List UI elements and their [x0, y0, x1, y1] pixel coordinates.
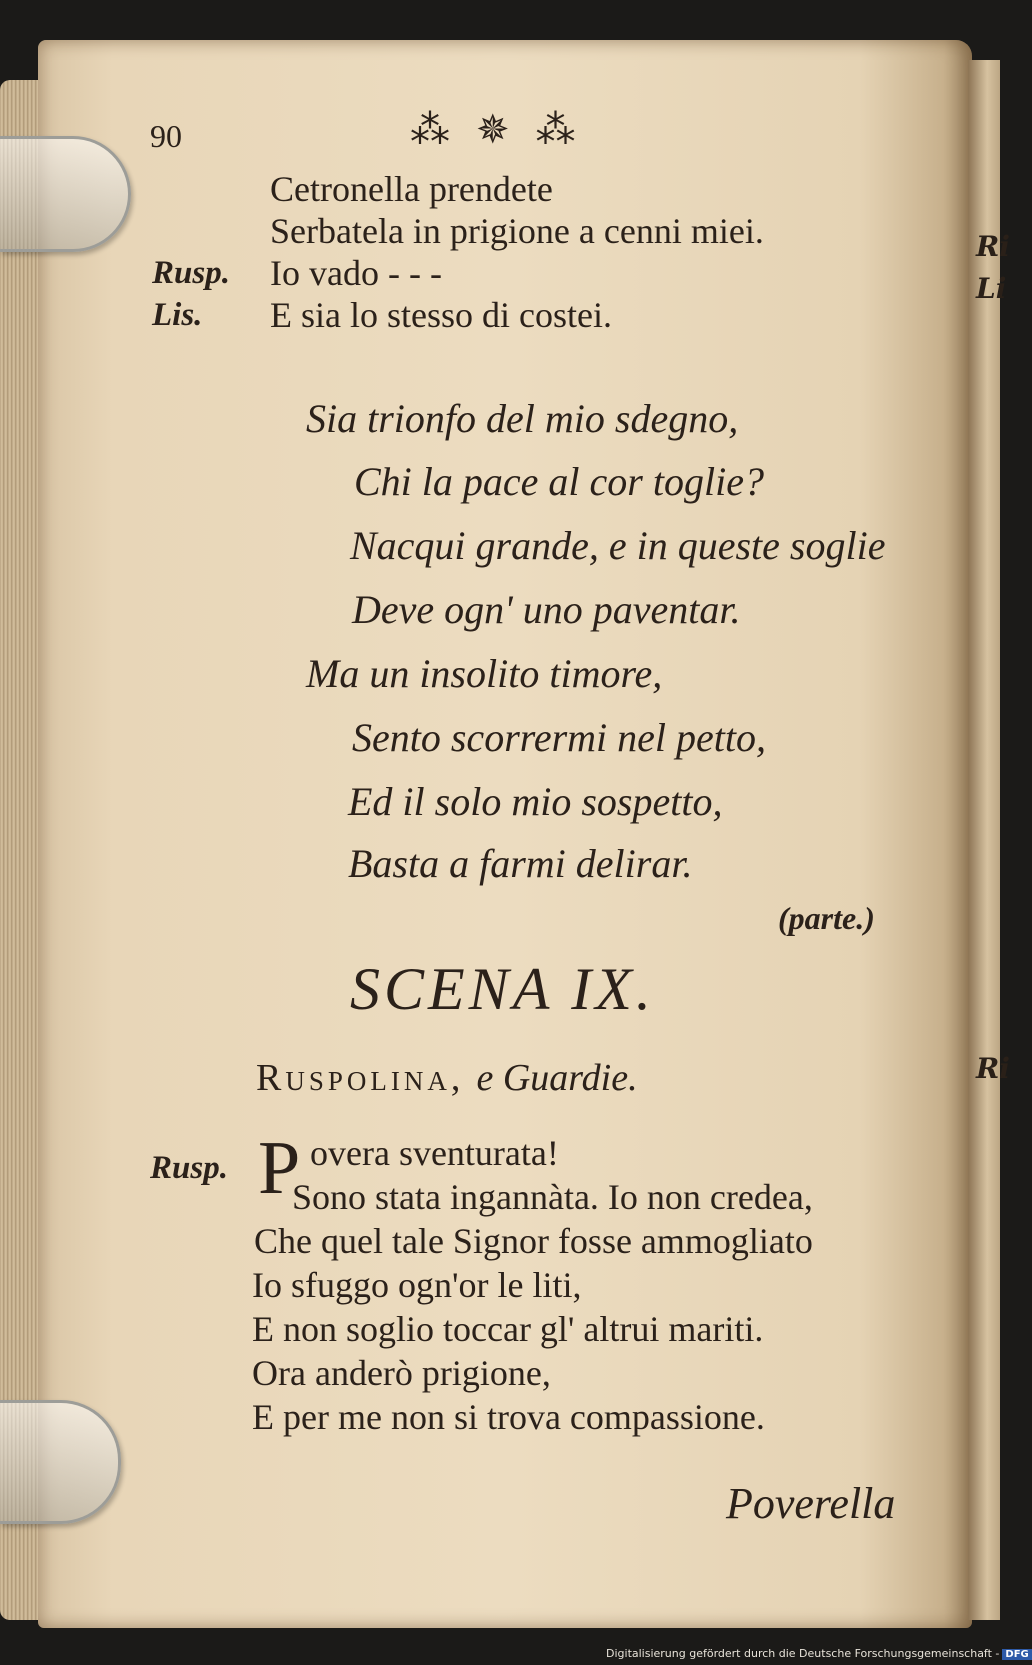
dialogue-line: Io vado - - - — [270, 253, 442, 293]
speaker-label: Rusp. — [152, 255, 230, 291]
dialogue-line: Serbatela in prigione a cenni miei. — [270, 211, 764, 251]
aria-line: Sento scorrermi nel petto, — [352, 715, 767, 760]
stage-direction: (parte.) — [778, 900, 875, 936]
aria-line: Nacqui grande, e in queste soglie — [350, 523, 886, 568]
speaker-label: Lis. — [152, 297, 203, 333]
scene-characters — [256, 1055, 638, 1100]
dialogue-line: Sono stata ingannàta. Io non credea, — [292, 1177, 813, 1217]
next-page-glyph: Ri — [976, 1052, 1010, 1085]
aria-line: Chi la pace al cor toglie? — [354, 459, 764, 504]
aria-line: Sia trionfo del mio sdegno, — [306, 396, 739, 441]
dialogue-line: overa sventurata! — [310, 1133, 559, 1173]
scene-title: SCENA IX. — [350, 956, 655, 1022]
aria-line: Ma un insolito timore, — [306, 651, 663, 696]
footer-credit — [606, 1647, 1032, 1660]
dialogue-line: Ora anderò prigione, — [252, 1353, 551, 1393]
dialogue-line: Io sfuggo ogn'or le liti, — [252, 1265, 582, 1305]
next-page-glyph: Ri — [976, 230, 1010, 263]
next-page-glyph: Li — [976, 272, 1007, 305]
footer-text: Digitalisierung gefördert durch die Deutsche Forschungsgemeinschaft - — [606, 1647, 1000, 1660]
drop-cap: P — [258, 1126, 301, 1210]
page-number: 90 — [150, 118, 182, 154]
page-clip-icon — [0, 136, 131, 252]
aria-line: Ed il solo mio sospetto, — [348, 779, 723, 824]
header-ornament: ⁂ ✵ ⁂ — [410, 107, 584, 152]
dialogue-line: E non soglio toccar gl' altrui mariti. — [252, 1309, 764, 1349]
catchword: Poverella — [726, 1479, 896, 1528]
aria-line: Basta a farmi delirar. — [348, 841, 693, 886]
dialogue-line: Che quel tale Signor fosse ammogliato — [254, 1221, 813, 1261]
character-name: Ruspolina, — [256, 1057, 465, 1099]
speaker-label: Rusp. — [150, 1150, 228, 1186]
dfg-logo-icon: DFG — [1002, 1649, 1031, 1660]
dialogue-line: E per me non si trova compassione. — [252, 1397, 765, 1437]
character-rest: e Guardie. — [476, 1057, 638, 1099]
dialogue-line: E sia lo stesso di costei. — [270, 295, 612, 335]
aria-line: Deve ogn' uno paventar. — [352, 587, 741, 632]
dialogue-line: Cetronella prendete — [270, 169, 553, 209]
page-clip-icon — [0, 1400, 121, 1524]
